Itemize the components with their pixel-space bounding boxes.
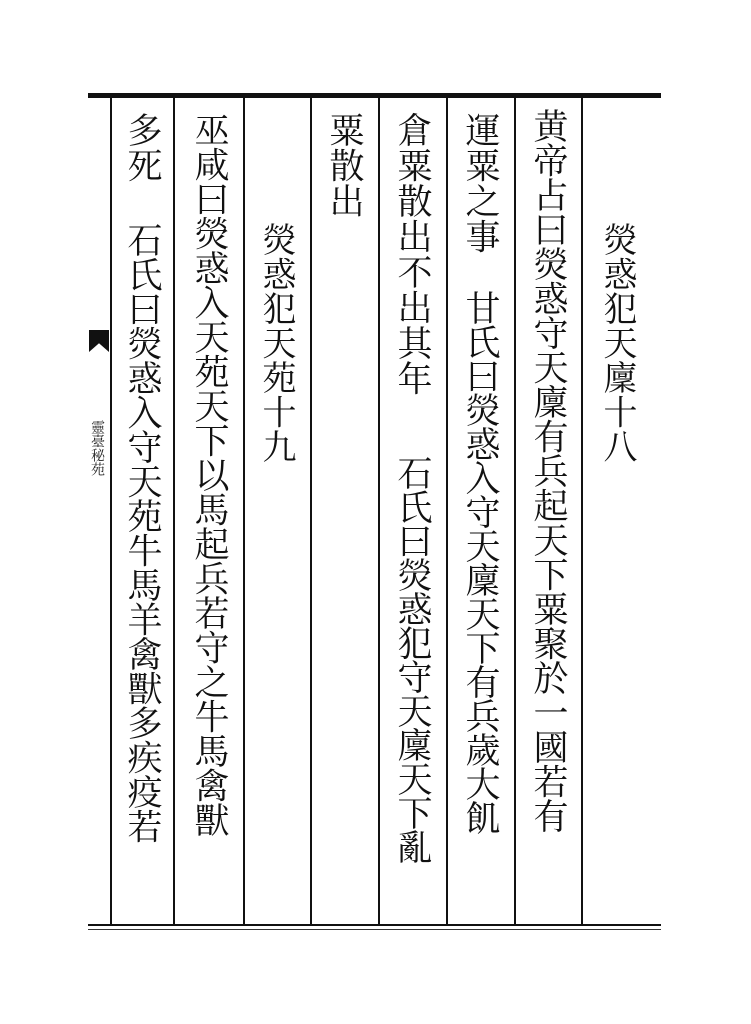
- frame-bottom-border: [88, 924, 661, 926]
- column-divider: [243, 98, 245, 924]
- text-column-part: 多死: [122, 112, 162, 183]
- text-column-part: 石氏曰熒惑入守天苑牛馬羊禽獸多疾疫若: [122, 222, 162, 843]
- column-divider: [514, 98, 516, 924]
- text-column-part: 倉粟散出不出其年: [392, 112, 432, 396]
- column-divider: [110, 98, 112, 924]
- column-divider: [581, 98, 583, 924]
- column-divider: [310, 98, 312, 924]
- text-column-part: 運粟之事: [460, 112, 500, 254]
- text-column: 黄帝占曰熒惑守天廩有兵起天下粟聚於一國若有: [528, 108, 568, 833]
- margin-book-title: 靈臺秘苑: [89, 420, 105, 476]
- frame-bottom-border-inner: [88, 929, 661, 930]
- text-column-part: 甘氏曰熒惑入守天廩天下有兵歲大飢: [460, 290, 500, 834]
- column-divider: [446, 98, 448, 924]
- fish-tail-mark: [89, 330, 109, 352]
- text-column: 粟散出: [324, 112, 364, 219]
- text-column: 巫咸曰熒惑入天苑天下以馬起兵若守之牛馬禽獸: [189, 112, 229, 837]
- text-column-part: 石氏曰熒惑犯守天廩天下亂: [392, 455, 432, 863]
- section-heading-18: 熒惑犯天廩十八: [597, 222, 637, 464]
- column-divider: [378, 98, 380, 924]
- column-divider: [173, 98, 175, 924]
- section-heading-19: 熒惑犯天苑十九: [256, 222, 296, 464]
